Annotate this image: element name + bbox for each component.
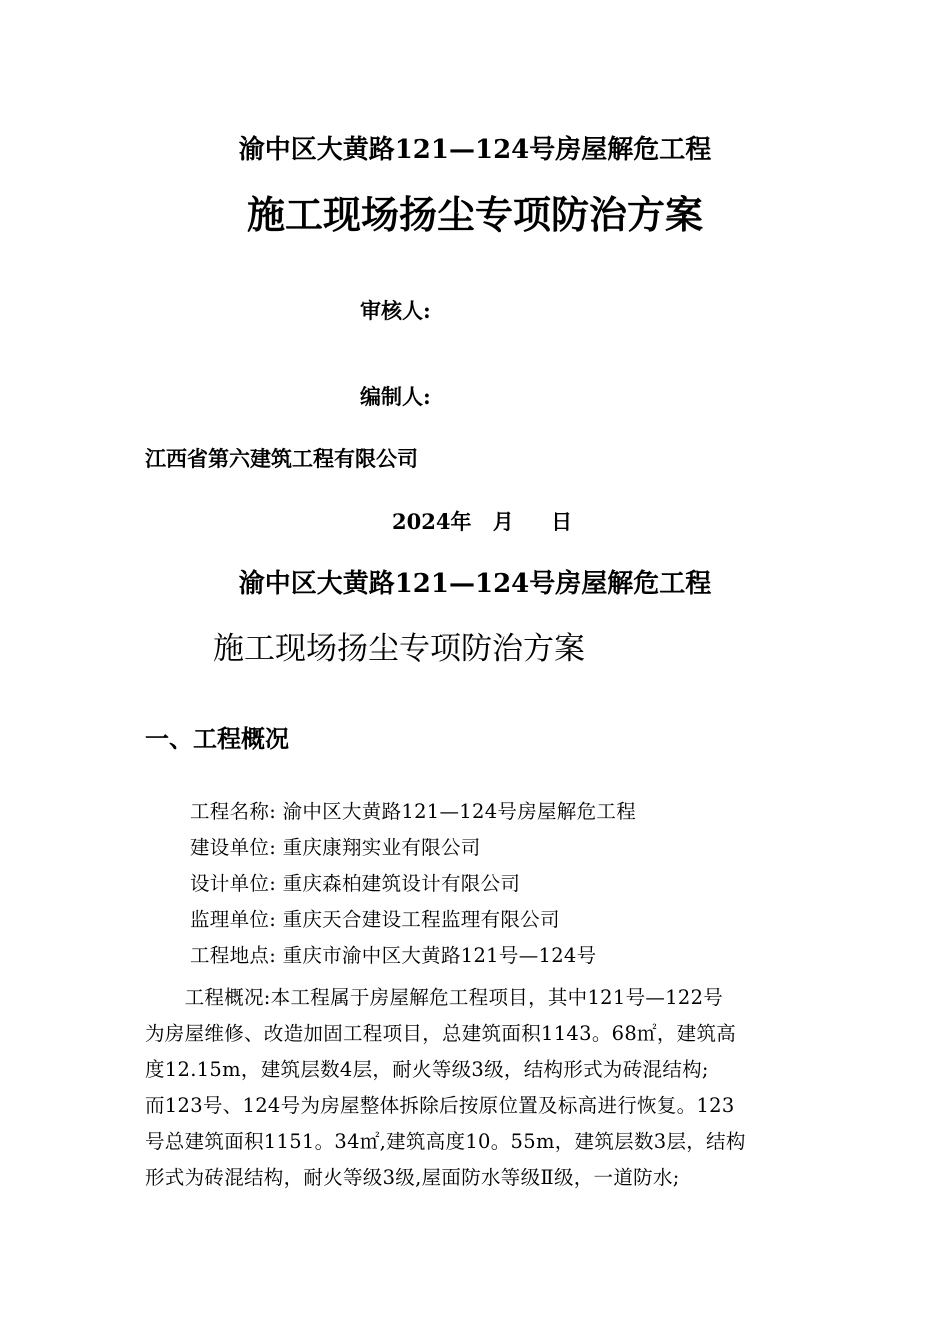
info-owner: 建设单位: 重庆康翔实业有限公司 <box>190 836 481 859</box>
cover-title-line1: 渝中区大黄路121—124号房屋解危工程 <box>238 135 712 165</box>
cover-date <box>392 507 572 537</box>
date-year: 2024年 <box>392 509 472 534</box>
company-name: 江西省第六建筑工程有限公司 <box>145 446 418 471</box>
paragraph-line: 为房屋维修、改造加固工程项目，总建筑面积1143。68㎡，建筑高 <box>145 1022 737 1045</box>
body-title-line1: 渝中区大黄路121—124号房屋解危工程 <box>238 569 712 599</box>
compiler-label: 编制人: <box>360 384 431 409</box>
info-location: 工程地点: 重庆市渝中区大黄路121号—124号 <box>190 944 597 967</box>
body-title-line2: 施工现场扬尘专项防治方案 <box>213 631 585 667</box>
section-heading-overview: 一、工程概况 <box>145 725 289 753</box>
info-designer: 设计单位: 重庆森柏建筑设计有限公司 <box>190 872 521 895</box>
overview-paragraph <box>145 980 805 1196</box>
paragraph-line: 形式为砖混结构，耐火等级3级,屋面防水等级Ⅱ级，一道防水; <box>145 1166 680 1189</box>
cover-title-line2: 施工现场扬尘专项防治方案 <box>246 192 703 237</box>
info-project-name: 工程名称: 渝中区大黄路121—124号房屋解危工程 <box>190 800 637 823</box>
reviewer-label: 审核人: <box>360 298 431 323</box>
paragraph-line: 号总建筑面积1151。34㎡,建筑高度10。55m，建筑层数3层，结构 <box>145 1130 746 1153</box>
date-day: 日 <box>551 509 573 534</box>
paragraph-line: 度12.15m，建筑层数4层，耐火等级3级，结构形式为砖混结构; <box>145 1058 709 1081</box>
paragraph-line: 而123号、124号为房屋整体拆除后按原位置及标高进行恢复。123 <box>145 1094 735 1117</box>
info-supervisor: 监理单位: 重庆天合建设工程监理有限公司 <box>190 908 560 931</box>
paragraph-line: 工程概况:本工程属于房屋解危工程项目，其中121号—122号 <box>145 986 724 1009</box>
date-month: 月 <box>492 509 514 534</box>
